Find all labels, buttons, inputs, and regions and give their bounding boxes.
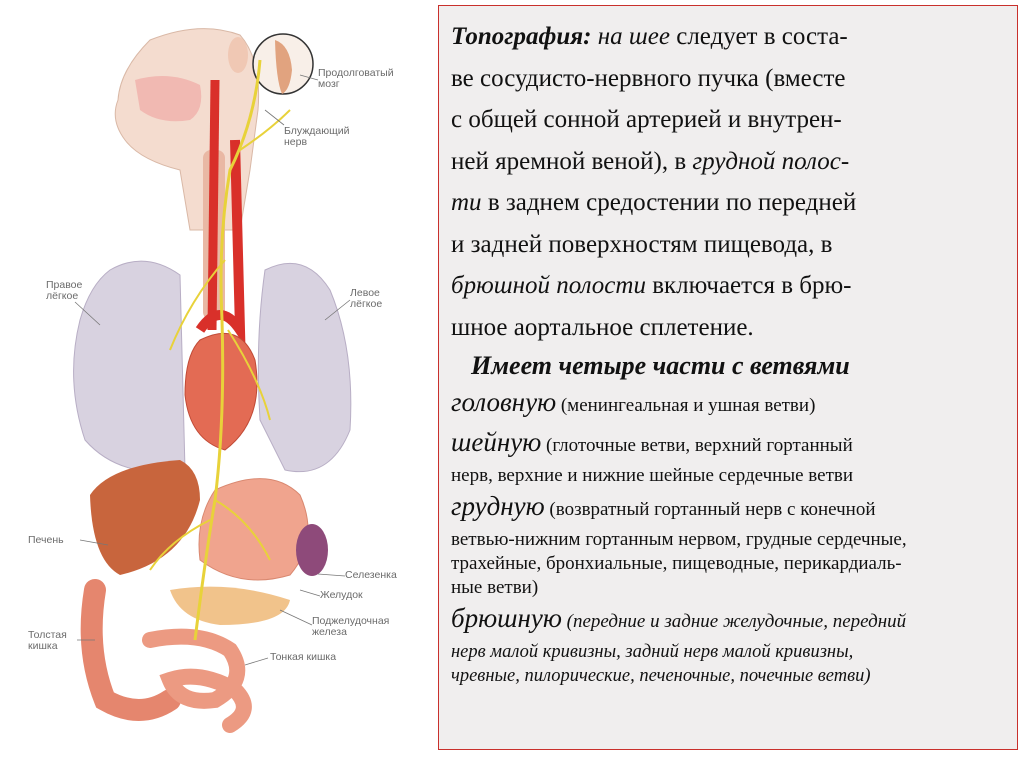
head-part-desc: (менингеальная и ушная ветви) [556,395,816,416]
abdominal-part-desc-3: чревные, пилорические, печеночные, почечные ветви) [451,666,871,686]
topography-line-4: ней яремной веной), в [451,147,693,175]
chest-part [451,488,1007,600]
right-lung [74,261,185,472]
spleen [296,524,328,576]
carotid-artery [212,80,215,330]
neck-part [451,424,1007,488]
topography-line-5: в заднем средостении по передней [481,189,857,216]
label-left-lung: Левое лёгкое [350,287,383,310]
label-right-lung: Правое лёгкое [46,279,83,302]
abdominal-term: брюшной полости [451,272,646,299]
abdominal-part-term: брюшную [451,603,562,633]
colon [92,590,170,710]
text-panel [438,5,1018,750]
label-liver: Печень [28,534,64,546]
neck-part-desc-2: нерв, верхние и нижние шейные сердечные ветви [451,465,854,486]
liver [90,460,200,575]
label-medulla: Продолговатый мозг [318,67,394,90]
label-vagus-nerve: Блуждающий нерв [284,125,350,148]
chest-part-desc-4: ные ветви) [451,577,539,598]
head-part [451,384,1007,424]
thoracic-term: грудной полос- [692,147,850,175]
head-part-term: головную [451,387,557,417]
left-lung [258,263,351,471]
label-colon: Толстая кишка [28,629,67,652]
label-stomach: Желудок [320,589,363,601]
topography-line-3: с общей сонной артерией и внутрен- [451,106,842,133]
neck-part-term: шейную [451,427,542,457]
topography-line-8: шное аортальное сплетение. [451,313,754,341]
label-spleen: Селезенка [345,569,397,581]
topography-line-6: и задней поверхностям пищевода, в [451,230,833,258]
thoracic-term-end: ти [451,189,482,216]
label-pancreas: Поджелудочная железа [312,615,390,638]
pancreas [170,587,290,625]
chest-part-desc-1: (возвратный гортанный нерв с конечной [544,499,876,520]
neck-term: на шее [591,23,670,50]
chest-part-desc-2: ветвью-нижним гортанным нервом, грудные сердечные, [451,529,907,550]
neck-part-desc-1: (глоточные ветви, верхний гортанный [541,435,853,456]
topography-line-1: следует в соста- [669,23,848,50]
chest-part-desc-3: трахейные, бронхиальные, пищеводные, перикардиаль- [451,553,902,574]
topography-line-7: включается в брю- [645,272,852,299]
label-small-intestine: Тонкая кишка [270,651,337,663]
topography-term: Топография: [451,23,592,50]
abdominal-part [451,600,1007,688]
abdominal-part-desc-1: (передние и задние желудочные, передний [561,611,907,632]
parts-heading: Имеет четыре части с ветвями [471,351,850,380]
abdominal-part-desc-2: нерв малой кривизны, задний нерв малой кривизны, [451,642,854,662]
ear [228,37,248,73]
chest-part-term: грудную [451,491,545,521]
topography-line-2: ве сосудисто-нервного пучка (вместе [451,64,846,92]
topography-paragraph [451,16,1007,348]
anatomy-illustration [0,0,440,767]
